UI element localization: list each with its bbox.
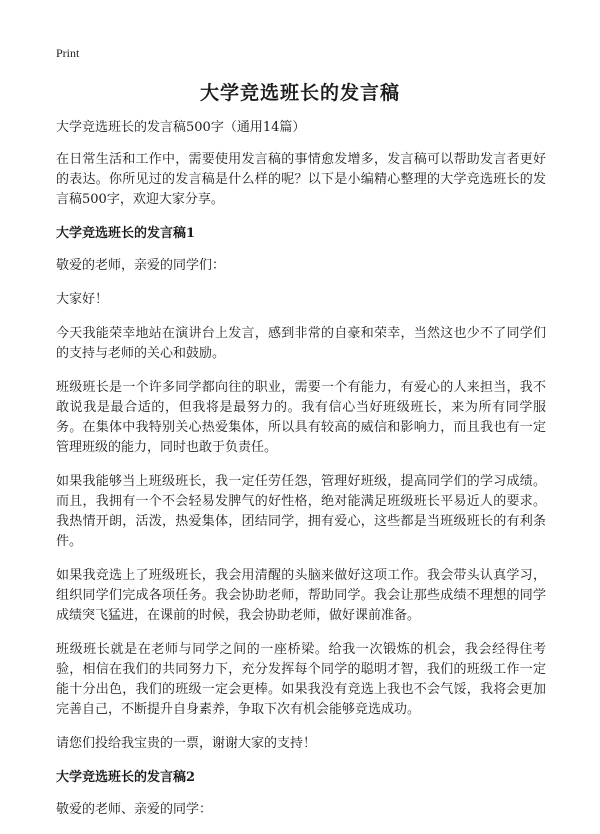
body-paragraph: 班级班长就是在老师与同学之间的一座桥梁。给我一次锻炼的机会，我会经得住考验，相信在我们的共同努力下，充分发挥每个同学的聪明才智，我们的班级工作一定能十分出色，我们的班级一定会更棒。如果我没有竞选上我也不会气馁，我将会更加完善自己，不断提升自身素养，争取下次有机会能够竞选成功。 — [56, 642, 546, 717]
intro-paragraph: 在日常生活和工作中，需要使用发言稿的事情愈发增多，发言稿可以帮助发言者更好的表达。你所见过的发言稿是什么样的呢？以下是小编精心整理的大学竞选班长的发言稿500字，欢迎大家分享。 — [56, 152, 546, 207]
section-heading-2: 大学竞选班长的发言稿2 — [56, 770, 196, 785]
salutation: 敬爱的老师、亲爱的同学： — [56, 802, 213, 817]
closing-paragraph: 请您们投给我宝贵的一票，谢谢大家的支持！ — [56, 736, 317, 751]
article-subtitle: 大学竞选班长的发言稿500字（通用14篇） — [56, 120, 306, 135]
article-body — [56, 118, 546, 834]
salutation: 敬爱的老师，亲爱的同学们： — [56, 258, 226, 273]
body-paragraph: 班级班长是一个许多同学都向往的职业，需要一个有能力，有爱心的人来担当，我不敢说我是最合适的，但我将是最努力的。我有信心当好班级班长，来为所有同学服务。在集体中我特别关心热爱集体，所以具有较高的威信和影响力，而且我也有一定管理班级的能力，同时也敢于负责任。 — [56, 380, 546, 455]
page-title: 大学竞选班长的发言稿 — [199, 82, 400, 104]
greeting: 大家好！ — [56, 292, 109, 307]
section-heading-1: 大学竞选班长的发言稿1 — [56, 226, 196, 241]
body-paragraph: 如果我竞选上了班级班长，我会用清醒的头脑来做好这项工作。我会带头认真学习，组织同学们完成各项任务。我会协助老师，帮助同学。我会让那些成绩不理想的同学成绩突飞猛进，在课前的时候，我会协助老师，做好课前准备。 — [56, 568, 546, 623]
body-paragraph: 如果我能够当上班级班长，我一定任劳任怨，管理好班级，提高同学们的学习成绩。而且，我拥有一个不会轻易发脾气的好性格，绝对能满足班级班长平易近人的要求。我热情开朗，活泼，热爱集体，团结同学，拥有爱心，这些都是当班级班长的有利条件。 — [56, 474, 546, 549]
body-paragraph: 今天我能荣幸地站在演讲台上发言，感到非常的自豪和荣幸，当然这也少不了同学们的支持与老师的关心和鼓励。 — [56, 326, 546, 361]
print-link[interactable]: Print — [56, 46, 80, 60]
